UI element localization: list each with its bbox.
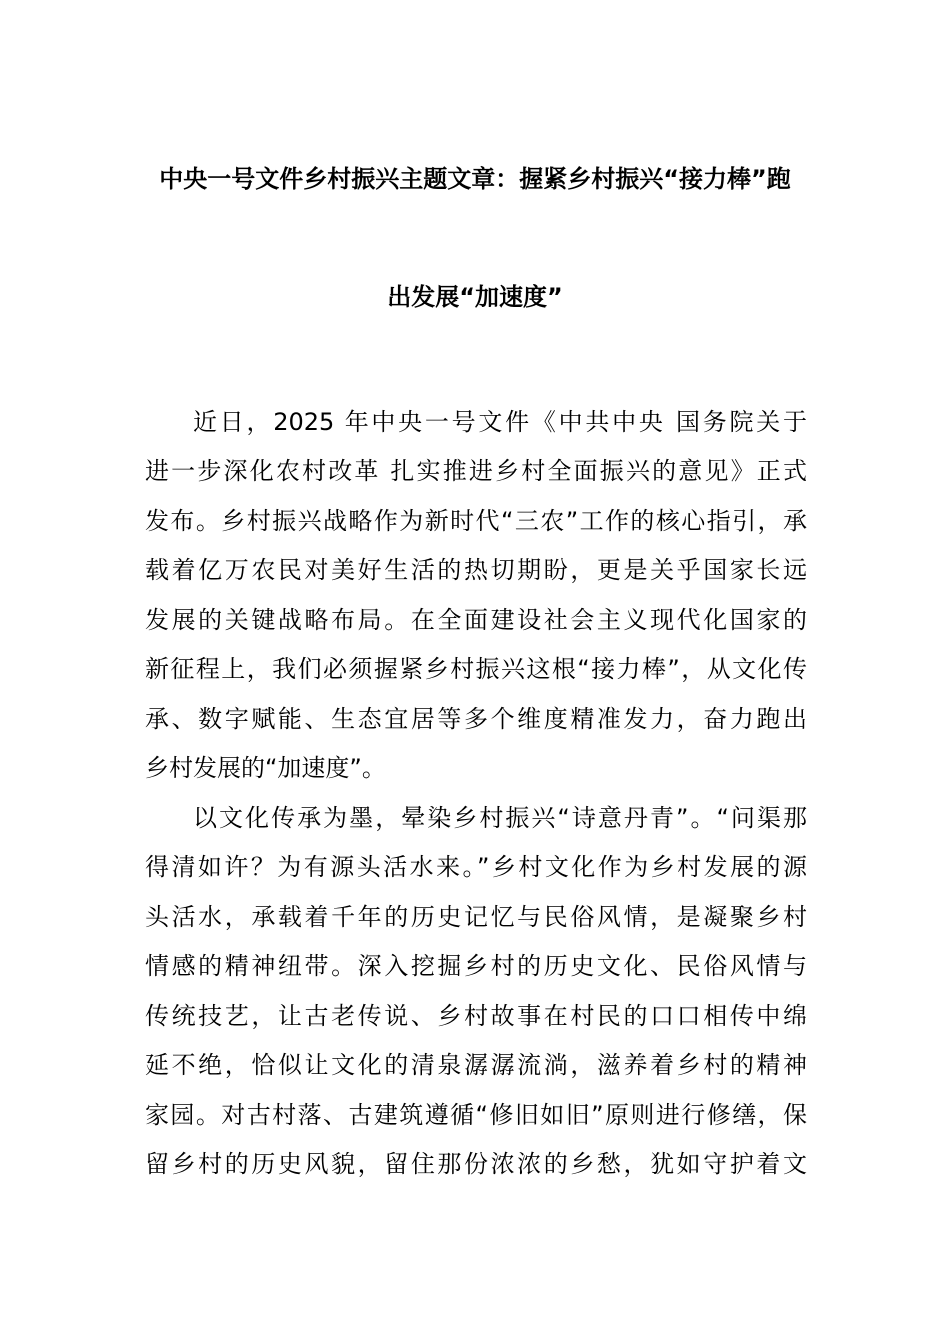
paragraph-1-line-1: 近日，2025 年中央一号文件《中共中央 国务院关于 [193, 408, 807, 436]
paragraph-1-line-3: 发布。乡村振兴战略作为新时代“三农”工作的核心指引，承 [145, 507, 807, 535]
document-title-line-2: 出发展“加速度” [387, 283, 563, 311]
paragraph-2-line-1: 以文化传承为墨，晕染乡村振兴“诗意丹青”。“问渠那 [193, 804, 807, 832]
paragraph-2-line-5: 传统技艺，让古老传说、乡村故事在村民的口口相传中绵 [145, 1002, 807, 1030]
paragraph-1-line-5: 发展的关键战略布局。在全面建设社会主义现代化国家的 [145, 606, 807, 634]
paragraph-1-line-6: 新征程上，我们必须握紧乡村振兴这根“接力棒”，从文化传 [145, 655, 807, 683]
paragraph-2-line-3: 头活水，承载着千年的历史记忆与民俗风情，是凝聚乡村 [145, 903, 807, 931]
paragraph-1-line-8: 乡村发展的“加速度”。 [145, 754, 386, 782]
paragraph-1-line-4: 载着亿万农民对美好生活的热切期盼，更是关乎国家长远 [145, 556, 807, 584]
paragraph-1-line-7: 承、数字赋能、生态宜居等多个维度精准发力，奋力跑出 [145, 705, 807, 733]
paragraph-2-line-2: 得清如许？为有源头活水来。”乡村文化作为乡村发展的源 [145, 853, 807, 881]
document-title-line-1: 中央一号文件乡村振兴主题文章：握紧乡村振兴“接力棒”跑 [159, 165, 791, 193]
paragraph-2-line-7: 家园。对古村落、古建筑遵循“修旧如旧”原则进行修缮，保 [145, 1101, 807, 1129]
paragraph-2-line-6: 延不绝，恰似让文化的清泉潺潺流淌，滋养着乡村的精神 [145, 1051, 807, 1079]
paragraph-1-line-2: 进一步深化农村改革 扎实推进乡村全面振兴的意见》正式 [145, 457, 807, 485]
paragraph-2-line-8: 留乡村的历史风貌，留住那份浓浓的乡愁，犹如守护着文 [145, 1150, 807, 1178]
paragraph-2-line-4: 情感的精神纽带。深入挖掘乡村的历史文化、民俗风情与 [145, 952, 807, 980]
